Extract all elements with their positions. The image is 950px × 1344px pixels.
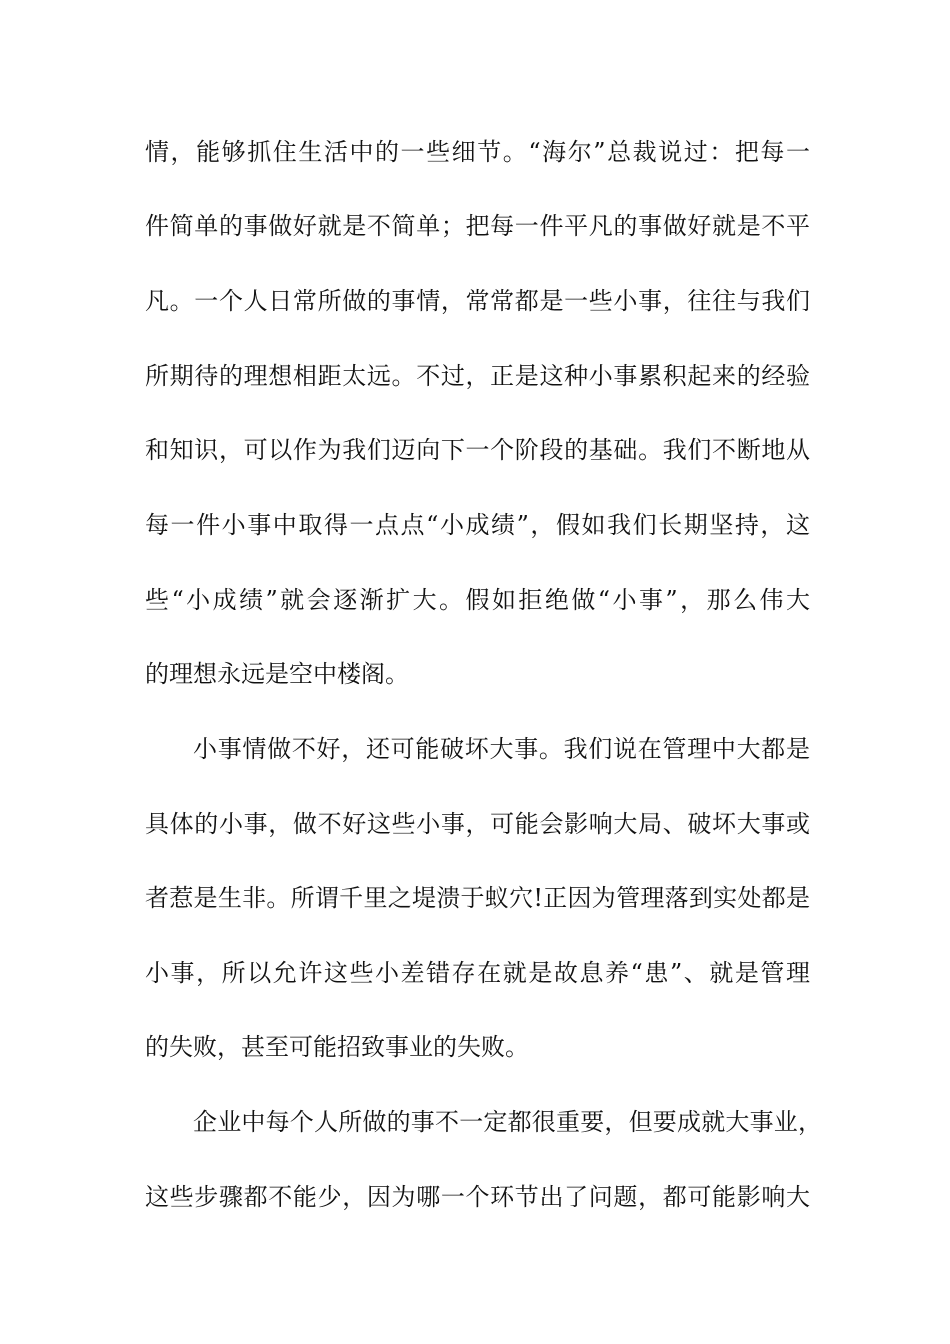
- text-line: 小事，所以允许这些小差错存在就是故息养“患”、就是管理: [145, 959, 810, 987]
- text-line: 这些步骤都不能少，因为哪一个环节出了问题，都可能影响大: [145, 1183, 810, 1211]
- text-line: 和知识，可以作为我们迈向下一个阶段的基础。我们不断地从: [145, 436, 810, 464]
- paragraph-first-line: 企业中每个人所做的事不一定都很重要，但要成就大事业，: [193, 1108, 822, 1136]
- paragraph-first-line: 小事情做不好，还可能破坏大事。我们说在管理中大都是: [193, 735, 810, 763]
- text-line: 凡。一个人日常所做的事情，常常都是一些小事，往往与我们: [145, 287, 810, 315]
- text-line: 所期待的理想相距太远。不过，正是这种小事累积起来的经验: [145, 362, 810, 390]
- text-line: 每一件小事中取得一点点“小成绩”，假如我们长期坚持，这: [145, 511, 810, 539]
- text-line: 的理想永远是空中楼阁。: [145, 660, 409, 688]
- text-line: 情，能够抓住生活中的一些细节。“海尔”总裁说过：把每一: [145, 138, 810, 166]
- text-line: 件简单的事做好就是不简单；把每一件平凡的事做好就是不平: [145, 212, 810, 240]
- text-line: 具体的小事，做不好这些小事，可能会影响大局、破坏大事或: [145, 810, 810, 838]
- text-line: 些“小成绩”就会逐渐扩大。假如拒绝做“小事”，那么伟大: [145, 586, 810, 614]
- text-line: 的失败，甚至可能招致事业的失败。: [145, 1033, 529, 1061]
- text-line: 者惹是生非。所谓千里之堤溃于蚁穴!正因为管理落到实处都是: [145, 884, 810, 912]
